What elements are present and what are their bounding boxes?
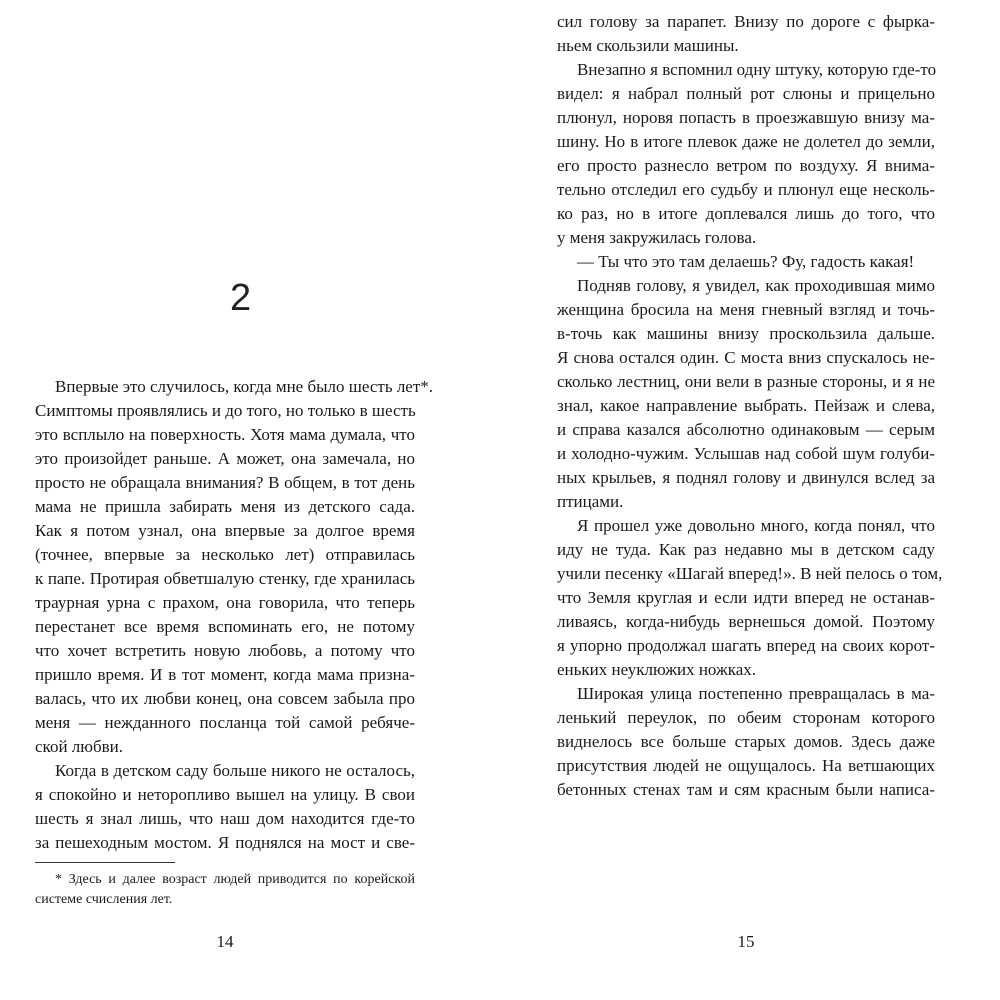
text-line: виднелось все больше старых домов. Здесь даже bbox=[557, 732, 935, 751]
footnote-line: системе счисления лет. bbox=[35, 892, 173, 907]
text-line: ньем скользили машины. bbox=[557, 36, 739, 55]
text-line: Впервые это случилось, когда мне было шесть лет*. bbox=[55, 377, 434, 396]
text-line: валась, что их любви конец, она совсем забыла про bbox=[35, 689, 415, 708]
text-line: я упорно продолжал шагать вперед на своих корот- bbox=[557, 636, 935, 655]
text-line: Внезапно я вспомнил одну штуку, которую где-то bbox=[577, 60, 937, 79]
text-line: шину. Но в итоге плевок даже не долетел до земли, bbox=[557, 132, 935, 151]
text-line: ливаясь, когда-нибудь вернешься домой. Поэтому bbox=[557, 612, 935, 631]
text-line: бетонных стенах там и сям красным были написа- bbox=[557, 780, 935, 799]
text-line: сил голову за парапет. Внизу по дороге с фырка- bbox=[557, 12, 935, 31]
text-line: мама не пришла забирать меня из детского сада. bbox=[35, 497, 415, 516]
text-line: еньких неуклюжих ножках. bbox=[557, 660, 757, 679]
text-line: просто не обращала внимания? В общем, в тот день bbox=[35, 473, 415, 492]
text-line: шесть я знал лишь, что наш дом находится где-то bbox=[35, 809, 415, 828]
text-line: и холодно-чужим. Услышав над собой шум голуби- bbox=[557, 444, 935, 463]
text-line: учили песенку «Шагай вперед!». В ней пелось о том, bbox=[557, 564, 943, 583]
footnote-line: * Здесь и далее возраст людей приводится по корейской bbox=[55, 872, 415, 887]
text-line: (точнее, впервые за несколько лет) отправилась bbox=[35, 545, 415, 564]
text-line: видел: я набрал полный рот слюны и прицельно bbox=[557, 84, 935, 103]
text-line: что хочет встретить новую любовь, а потому что bbox=[35, 641, 415, 660]
text-line: ской любви. bbox=[35, 737, 123, 756]
text-line: что Земля круглая и если идти вперед не останав- bbox=[557, 588, 935, 607]
footnote-rule bbox=[35, 862, 175, 863]
text-line: Подняв голову, я увидел, как проходившая мимо bbox=[577, 276, 935, 295]
text-line: Я прошел уже довольно много, когда понял, что bbox=[577, 516, 935, 535]
text-line: женщина бросила на меня гневный взгляд и точь- bbox=[557, 300, 935, 319]
text-line: тельно отследил его судьбу и плюнул еще несколь- bbox=[557, 180, 935, 199]
text-line: Когда в детском саду больше никого не осталось, bbox=[55, 761, 415, 780]
text-line: и справа казался абсолютно одинаковым — серым bbox=[557, 420, 935, 439]
text-line: Широкая улица постепенно превращалась в ма- bbox=[577, 684, 935, 703]
text-line: его просто разнесло ветром по воздуху. Я внима- bbox=[557, 156, 935, 175]
text-line: плюнул, норовя попасть в проезжавшую внизу ма- bbox=[557, 108, 935, 127]
text-line: я спокойно и неторопливо вышел на улицу. В свои bbox=[35, 785, 415, 804]
text-line: это произойдет раньше. А может, она замечала, но bbox=[35, 449, 415, 468]
chapter-number: 2 bbox=[230, 277, 252, 319]
page-number: 14 bbox=[216, 932, 234, 951]
text-line: сколько лестниц, они вели в разные стороны, и я не bbox=[557, 372, 935, 391]
text-line: это всплыло на поверхность. Хотя мама думала, что bbox=[35, 425, 415, 444]
text-line: Как я потом узнал, она впервые за долгое время bbox=[35, 521, 415, 540]
text-line: ных крыльев, я поднял голову и двинулся вслед за bbox=[557, 468, 935, 487]
text-line: иду не туда. Как раз недавно мы в детском саду bbox=[557, 540, 935, 559]
text-line: ленький переулок, по обеим сторонам которого bbox=[557, 708, 935, 727]
text-line: Я снова остался один. С моста вниз спускалось не- bbox=[557, 348, 935, 367]
text-line: к папе. Протирая обветшалую стенку, где хранилась bbox=[35, 569, 415, 588]
text-line: ко раз, но в итоге доплевался лишь до того, что bbox=[557, 204, 935, 223]
text-line: пришло время. И в тот момент, когда мама призна- bbox=[35, 665, 415, 684]
text-line: птицами. bbox=[557, 492, 624, 511]
text-line: Симптомы проявлялись и до того, но только в шесть bbox=[35, 401, 416, 420]
page-number: 15 bbox=[737, 932, 755, 951]
text-line: меня — нежданного посланца той самой ребяче- bbox=[35, 713, 415, 732]
text-line: знал, какое направление выбрать. Пейзаж и слева, bbox=[557, 396, 935, 415]
text-line: присутствия людей не ощущалось. На ветшающих bbox=[557, 756, 935, 775]
text-line: у меня закружилась голова. bbox=[557, 228, 757, 247]
text-line: в-точь как машины внизу проскользила дальше. bbox=[557, 324, 935, 343]
text-line: за пешеходным мостом. Я поднялся на мост и све- bbox=[35, 833, 415, 852]
text-line: траурная урна с прахом, она говорила, что теперь bbox=[35, 593, 415, 612]
text-line: перестанет все время вспоминать его, не потому bbox=[35, 617, 415, 636]
text-line: — Ты что это там делаешь? Фу, гадость какая! bbox=[577, 252, 915, 271]
